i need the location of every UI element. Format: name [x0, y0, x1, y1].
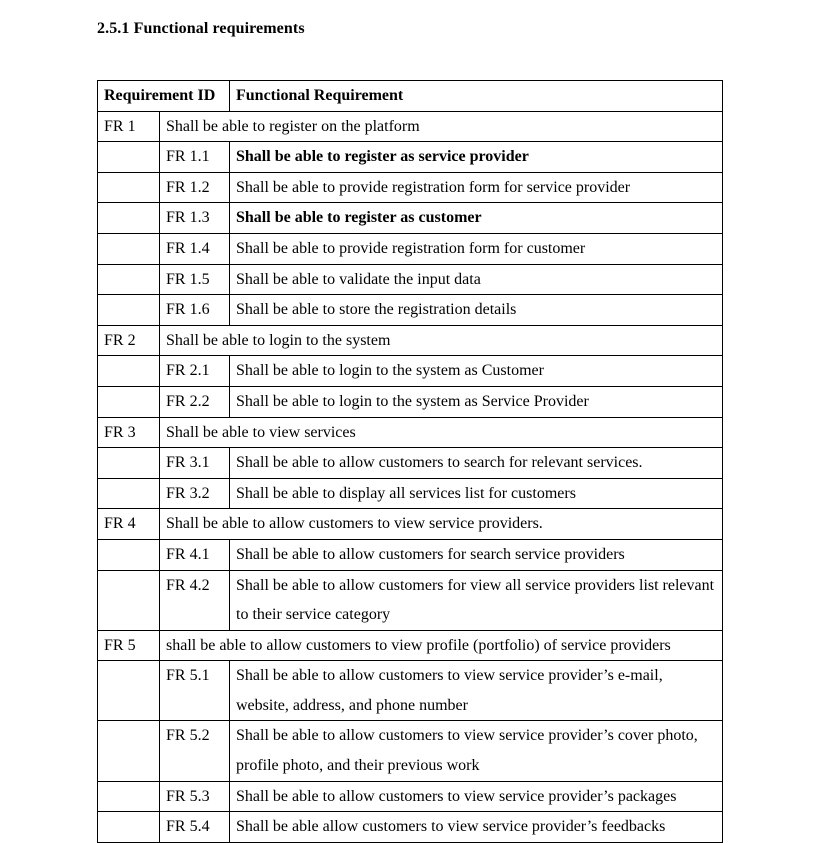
- header-functional-requirement: Functional Requirement: [230, 81, 723, 112]
- section-title: 2.5.1 Functional requirements: [97, 20, 305, 37]
- blank-id-cell: [98, 661, 160, 721]
- sub-requirement-text-cell: Shall be able to allow customers to search for relevant services.: [230, 448, 723, 479]
- blank-id-cell: [98, 781, 160, 812]
- requirement-text-cell: shall be able to allow customers to view profile (portfolio) of service providers: [160, 630, 723, 661]
- table-row-sub: [98, 295, 723, 326]
- table-row-group: [98, 630, 723, 661]
- blank-id-cell: [98, 356, 160, 387]
- requirement-id-cell: FR 3: [98, 417, 160, 448]
- requirement-id-cell: FR 2: [98, 325, 160, 356]
- blank-id-cell: [98, 203, 160, 234]
- sub-requirement-id-cell: FR 1.3: [160, 203, 230, 234]
- sub-requirement-id-cell: FR 5.3: [160, 781, 230, 812]
- sub-requirement-id-cell: FR 1.5: [160, 264, 230, 295]
- sub-requirement-id-cell: FR 1.1: [160, 142, 230, 173]
- table-row-sub: [98, 812, 723, 843]
- sub-requirement-id-cell: FR 4.1: [160, 539, 230, 570]
- table-row-sub: [98, 203, 723, 234]
- sub-requirement-id-cell: FR 1.4: [160, 233, 230, 264]
- sub-requirement-id-cell: FR 5.4: [160, 812, 230, 843]
- table-row-sub: [98, 721, 723, 781]
- sub-requirement-text-cell: Shall be able to store the registration details: [230, 295, 723, 326]
- blank-id-cell: [98, 539, 160, 570]
- sub-requirement-text-cell: Shall be able to provide registration form for service provider: [230, 172, 723, 203]
- blank-id-cell: [98, 570, 160, 630]
- sub-requirement-text-cell: Shall be able allow customers to view service provider’s feedbacks: [230, 812, 723, 843]
- sub-requirement-text-cell: Shall be able to allow customers for search service providers: [230, 539, 723, 570]
- sub-requirement-text-cell: Shall be able to allow customers to view service provider’s packages: [230, 781, 723, 812]
- requirement-text-cell: Shall be able to login to the system: [160, 325, 723, 356]
- blank-id-cell: [98, 386, 160, 417]
- sub-requirement-text-cell: Shall be able to display all services list for customers: [230, 478, 723, 509]
- sub-requirement-text-cell: Shall be able to allow customers for view all service providers list relevant to their service category: [230, 570, 723, 630]
- sub-requirement-id-cell: FR 5.1: [160, 661, 230, 721]
- table-row-sub: [98, 478, 723, 509]
- table-row-group: [98, 509, 723, 540]
- sub-requirement-id-cell: FR 3.2: [160, 478, 230, 509]
- table-row-sub: [98, 233, 723, 264]
- functional-requirements-table: [97, 80, 723, 843]
- blank-id-cell: [98, 142, 160, 173]
- requirement-id-cell: FR 5: [98, 630, 160, 661]
- sub-requirement-id-cell: FR 2.1: [160, 356, 230, 387]
- requirement-text-cell: Shall be able to register on the platform: [160, 111, 723, 142]
- table-body: [98, 111, 723, 842]
- sub-requirement-text-cell: Shall be able to register as customer: [230, 203, 723, 234]
- table-row-sub: [98, 356, 723, 387]
- sub-requirement-id-cell: FR 1.2: [160, 172, 230, 203]
- sub-requirement-text-cell: Shall be able to login to the system as Customer: [230, 356, 723, 387]
- table-row-sub: [98, 539, 723, 570]
- sub-requirement-id-cell: FR 2.2: [160, 386, 230, 417]
- sub-requirement-text-cell: Shall be able to allow customers to view service provider’s cover photo, profile photo, and their previous work: [230, 721, 723, 781]
- blank-id-cell: [98, 172, 160, 203]
- table-row-sub: [98, 386, 723, 417]
- sub-requirement-id-cell: FR 1.6: [160, 295, 230, 326]
- blank-id-cell: [98, 478, 160, 509]
- blank-id-cell: [98, 812, 160, 843]
- sub-requirement-text-cell: Shall be able to provide registration form for customer: [230, 233, 723, 264]
- table-row-group: [98, 111, 723, 142]
- table-row-group: [98, 417, 723, 448]
- sub-requirement-text-cell: Shall be able to login to the system as Service Provider: [230, 386, 723, 417]
- table-row-sub: [98, 142, 723, 173]
- sub-requirement-id-cell: FR 3.1: [160, 448, 230, 479]
- requirement-id-cell: FR 4: [98, 509, 160, 540]
- sub-requirement-id-cell: FR 4.2: [160, 570, 230, 630]
- table-row-sub: [98, 172, 723, 203]
- blank-id-cell: [98, 448, 160, 479]
- requirement-text-cell: Shall be able to view services: [160, 417, 723, 448]
- blank-id-cell: [98, 721, 160, 781]
- requirement-text-cell: Shall be able to allow customers to view service providers.: [160, 509, 723, 540]
- table-row-sub: [98, 781, 723, 812]
- blank-id-cell: [98, 295, 160, 326]
- header-requirement-id: Requirement ID: [98, 81, 230, 112]
- table-row-sub: [98, 570, 723, 630]
- table-row-sub: [98, 448, 723, 479]
- table-header-row: [98, 81, 723, 112]
- sub-requirement-text-cell: Shall be able to allow customers to view service provider’s e-mail, website, address, and phone number: [230, 661, 723, 721]
- sub-requirement-id-cell: FR 5.2: [160, 721, 230, 781]
- table-row-group: [98, 325, 723, 356]
- table-row-sub: [98, 264, 723, 295]
- blank-id-cell: [98, 233, 160, 264]
- requirement-id-cell: FR 1: [98, 111, 160, 142]
- sub-requirement-text-cell: Shall be able to validate the input data: [230, 264, 723, 295]
- table-row-sub: [98, 661, 723, 721]
- blank-id-cell: [98, 264, 160, 295]
- sub-requirement-text-cell: Shall be able to register as service provider: [230, 142, 723, 173]
